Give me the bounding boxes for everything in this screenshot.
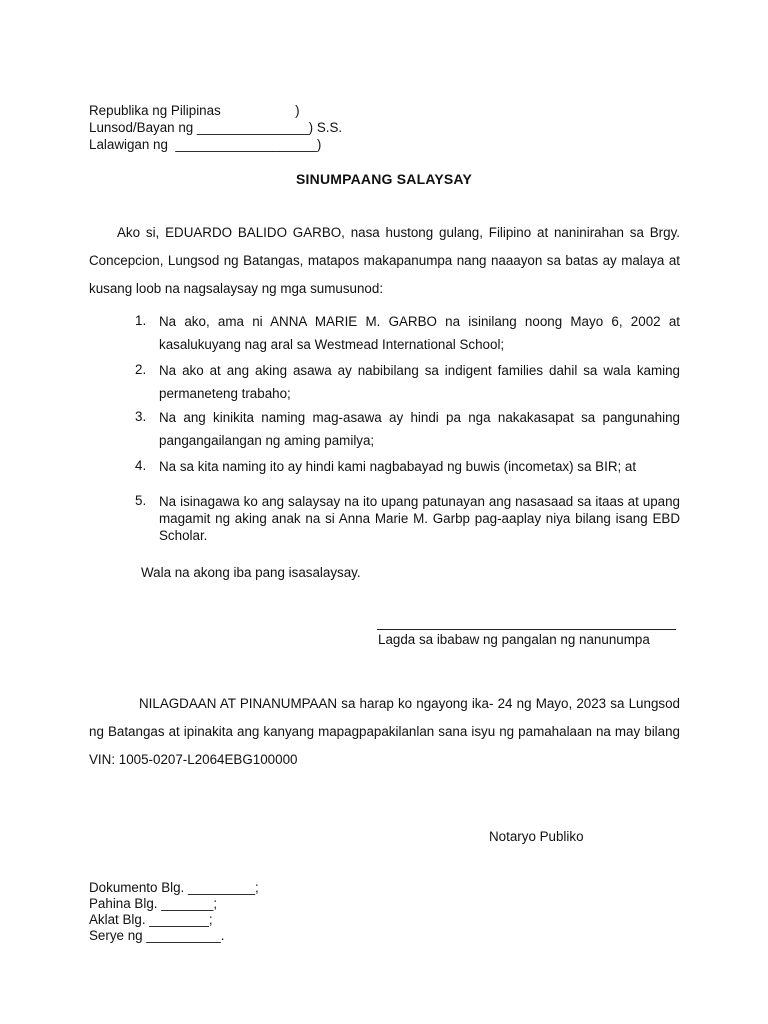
list-item-text: Na isinagawa ko ang salaysay na ito upang patunayan ang nasasaad sa itaas at upang magamit ng aking anak na si Anna Marie M. Garbp pag-aaplay niya bilang isang EBD Scholar. (159, 494, 680, 543)
book-number: Aklat Blg. ________; (89, 912, 213, 927)
series-number: Serye ng __________. (89, 928, 225, 943)
jurat-paragraph: NILAGDAAN AT PINANUMPAAN sa harap ko ngayong ika- 24 ng Mayo, 2023 sa Lungsod ng Batangas at ipinakita ang kanyang mapagpapakilanlan sana isyu ng pamahalaan na may bilang VIN: 1005-0207-L2064EBG100000 (89, 696, 680, 767)
venue-block (89, 102, 342, 153)
list-item-number: 2. (135, 362, 147, 377)
list-item-text: Na ako, ama ni ANNA MARIE M. GARBO na isinilang noong Mayo 6, 2002 at kasalukuyang nag aral sa Westmead International School; (159, 314, 680, 352)
list-item-text: Na ang kinikita naming mag-asawa ay hindi pa nga nakakasapat sa pangunahing pangangailangan ng aming pamilya; (159, 410, 680, 448)
notary-label: Notaryo Publiko (489, 829, 584, 844)
list-item-number: 1. (135, 313, 147, 328)
doc-number: Dokumento Blg. _________; (89, 880, 259, 895)
list-item-text: Na sa kita naming ito ay hindi kami nagbabayad ng buwis (incometax) sa BIR; at (159, 459, 637, 474)
signature-line (377, 629, 676, 630)
document-reference-block (89, 880, 259, 944)
list-item-number: 4. (135, 458, 147, 473)
document-title: SINUMPAANG SALAYSAY (296, 171, 472, 187)
signature-label: Lagda sa ibabaw ng pangalan ng nanunumpa (378, 632, 650, 647)
venue-province: Lalawigan ng ___________________) (89, 137, 322, 152)
page-number: Pahina Blg. _______; (89, 896, 218, 911)
venue-country: Republika ng Pilipinas ) (89, 103, 300, 118)
intro-paragraph: Ako si, EDUARDO BALIDO GARBO, nasa hustong gulang, Filipino at naninirahan sa Brgy. Concepcion, Lungsod ng Batangas, matapos makapanumpa nang naaayon sa batas ay malaya at kusang loob na nagsalaysay ng mga sumusunod: (89, 225, 680, 296)
closing-statement: Wala na akong iba pang isasalaysay. (141, 565, 361, 580)
list-item-number: 3. (135, 409, 147, 424)
list-item-text: Na ako at ang aking asawa ay nabibilang sa indigent families dahil sa wala kaming permaneteng trabaho; (159, 363, 680, 401)
list-item-number: 5. (135, 493, 147, 508)
venue-municipality: Lunsod/Bayan ng _______________) S.S. (89, 120, 343, 135)
